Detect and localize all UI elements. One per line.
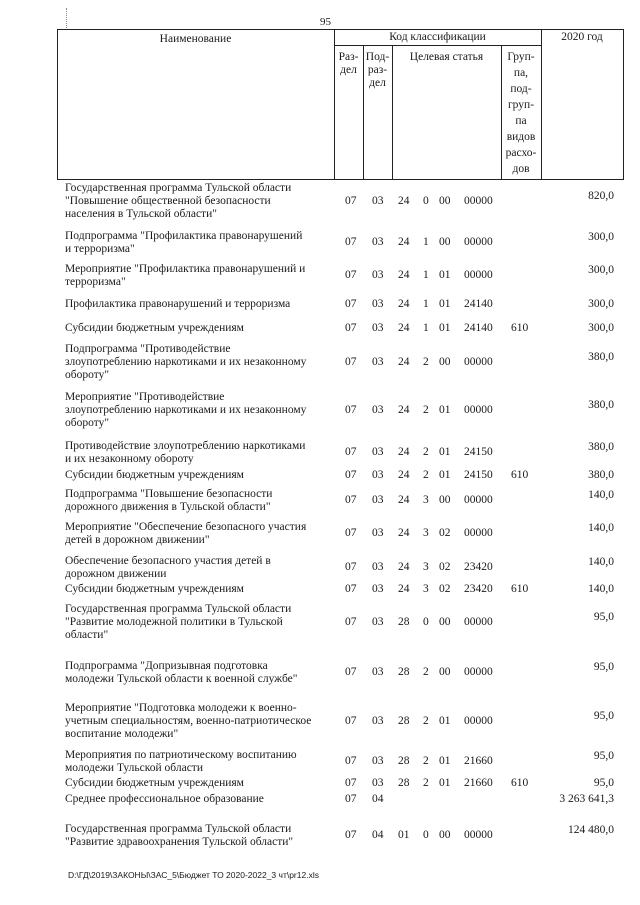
row-c1: 24: [398, 322, 410, 334]
header-name: Наименование: [159, 33, 232, 45]
row-rz: 07: [345, 298, 357, 310]
row-c4: 23420: [464, 583, 493, 595]
row-amount: 95,0: [593, 611, 614, 623]
row-pr: 03: [372, 777, 384, 789]
row-name: Мероприятие "Профилактика правонарушений и терроризма": [65, 263, 306, 288]
row-amount: 95,0: [593, 710, 614, 722]
row-c3: 00: [439, 494, 451, 506]
row-name: Мероприятие "Подготовка молодежи к военно- учетным специальностям, военно-патриотическое воспитание молодежи": [65, 702, 312, 740]
header-razdel: Раз- дел: [338, 51, 359, 76]
row-pr: 03: [372, 469, 384, 481]
row-amount: 820,0: [588, 190, 614, 202]
row-pr: 03: [372, 356, 384, 368]
row-rz: 07: [345, 527, 357, 539]
row-vr: 610: [511, 583, 529, 595]
row-c2: 3: [423, 561, 429, 573]
row-pr: 03: [372, 527, 384, 539]
row-pr: 03: [372, 269, 384, 281]
row-c2: 1: [423, 298, 429, 310]
row-c1: 24: [398, 469, 410, 481]
row-c3: 02: [439, 583, 451, 595]
row-name: Противодействие злоупотреблению наркотиками и их незаконному обороту: [65, 440, 306, 465]
row-name: Подпрограмма "Допризывная подготовка молодежи Тульской области к военной службе": [65, 660, 298, 685]
row-name: Государственная программа Тульской области "Развитие молодежной политики в Тульской области": [65, 603, 292, 641]
header-year: 2020 год: [561, 31, 603, 43]
row-pr: 03: [372, 298, 384, 310]
row-rz: 07: [345, 494, 357, 506]
row-name: Среднее профессиональное образование: [65, 793, 264, 805]
row-c4: 00000: [464, 715, 493, 727]
page-number: 95: [320, 16, 331, 28]
row-c4: 00000: [464, 666, 493, 678]
row-pr: 04: [372, 793, 384, 805]
row-c2: 2: [423, 715, 429, 727]
row-rz: 07: [345, 583, 357, 595]
row-rz: 07: [345, 755, 357, 767]
row-name: Субсидии бюджетным учреждениям: [65, 322, 244, 334]
row-rz: 07: [345, 269, 357, 281]
row-pr: 03: [372, 195, 384, 207]
row-pr: 03: [372, 322, 384, 334]
row-c1: 28: [398, 666, 410, 678]
row-c2: 2: [423, 469, 429, 481]
row-name: Мероприятие "Обеспечение безопасного участия детей в дорожном движении": [65, 521, 307, 546]
row-c4: 24140: [464, 298, 493, 310]
row-rz: 07: [345, 469, 357, 481]
row-pr: 03: [372, 494, 384, 506]
row-c1: 28: [398, 755, 410, 767]
row-c4: 00000: [464, 236, 493, 248]
row-amount: 380,0: [588, 441, 614, 453]
row-amount: 380,0: [588, 469, 614, 481]
row-c1: 24: [398, 527, 410, 539]
row-c2: 2: [423, 446, 429, 458]
row-c4: 00000: [464, 195, 493, 207]
row-amount: 140,0: [588, 583, 614, 595]
row-name: Субсидии бюджетным учреждениям: [65, 469, 244, 481]
row-c2: 3: [423, 527, 429, 539]
row-c4: 24150: [464, 469, 493, 481]
row-vr: 610: [511, 777, 529, 789]
row-c3: 01: [439, 715, 451, 727]
row-c1: 24: [398, 404, 410, 416]
row-rz: 07: [345, 322, 357, 334]
row-c2: 2: [423, 777, 429, 789]
row-rz: 07: [345, 829, 357, 841]
row-rz: 07: [345, 236, 357, 248]
row-c4: 21660: [464, 777, 493, 789]
row-name: Подпрограмма "Профилактика правонарушений и терроризма": [65, 230, 303, 255]
row-rz: 07: [345, 793, 357, 805]
row-amount: 300,0: [588, 322, 614, 334]
row-rz: 07: [345, 561, 357, 573]
row-c3: 01: [439, 269, 451, 281]
row-c1: 24: [398, 298, 410, 310]
row-c3: 02: [439, 561, 451, 573]
row-amount: 380,0: [588, 351, 614, 363]
row-c1: 24: [398, 236, 410, 248]
row-rz: 07: [345, 666, 357, 678]
row-name: Подпрограмма "Повышение безопасности дорожного движения в Тульской области": [65, 488, 273, 513]
row-pr: 03: [372, 236, 384, 248]
row-c4: 00000: [464, 404, 493, 416]
row-rz: 07: [345, 446, 357, 458]
row-amount: 380,0: [588, 399, 614, 411]
row-pr: 03: [372, 583, 384, 595]
row-c1: 24: [398, 269, 410, 281]
row-c1: 24: [398, 195, 410, 207]
row-vr: 610: [511, 322, 529, 334]
row-amount: 95,0: [593, 777, 614, 789]
row-pr: 03: [372, 404, 384, 416]
row-pr: 03: [372, 616, 384, 628]
row-amount: 140,0: [588, 522, 614, 534]
row-amount: 300,0: [588, 298, 614, 310]
row-amount: 95,0: [593, 661, 614, 673]
row-c4: 00000: [464, 829, 493, 841]
row-amount: 300,0: [588, 264, 614, 276]
row-c2: 1: [423, 322, 429, 334]
header-code-classification: Код классификации: [389, 31, 486, 43]
row-c3: 01: [439, 446, 451, 458]
row-name: Обеспечение безопасного участия детей в дорожном движении: [65, 555, 271, 580]
row-c3: 02: [439, 527, 451, 539]
row-c1: 28: [398, 777, 410, 789]
row-c3: 01: [439, 298, 451, 310]
row-pr: 03: [372, 666, 384, 678]
row-name: Государственная программа Тульской области "Повышение общественной безопасности населения в Тульской области": [65, 182, 292, 220]
row-c2: 2: [423, 666, 429, 678]
row-amount: 140,0: [588, 489, 614, 501]
row-rz: 07: [345, 404, 357, 416]
row-name: Субсидии бюджетным учреждениям: [65, 777, 244, 789]
row-c1: 24: [398, 494, 410, 506]
row-rz: 07: [345, 616, 357, 628]
row-c3: 01: [439, 777, 451, 789]
row-amount: 95,0: [593, 750, 614, 762]
row-c4: 24140: [464, 322, 493, 334]
row-pr: 03: [372, 715, 384, 727]
row-pr: 04: [372, 829, 384, 841]
row-amount: 140,0: [588, 556, 614, 568]
row-c3: 01: [439, 322, 451, 334]
row-c4: 00000: [464, 616, 493, 628]
row-c4: 00000: [464, 527, 493, 539]
row-c1: 01: [398, 829, 410, 841]
row-c1: 24: [398, 583, 410, 595]
row-c2: 3: [423, 494, 429, 506]
row-c3: 00: [439, 356, 451, 368]
row-c4: 00000: [464, 494, 493, 506]
header-expense-group: Груп- па, под- груп- па видов расхо- дов: [505, 51, 537, 175]
row-name: Субсидии бюджетным учреждениям: [65, 583, 244, 595]
row-c4: 23420: [464, 561, 493, 573]
row-name: Профилактика правонарушений и терроризма: [65, 298, 291, 310]
row-c3: 00: [439, 236, 451, 248]
row-c3: 00: [439, 829, 451, 841]
header-podrazdel: Под- раз- дел: [365, 51, 390, 89]
row-c2: 0: [423, 616, 429, 628]
row-c2: 1: [423, 236, 429, 248]
row-c2: 2: [423, 755, 429, 767]
row-pr: 03: [372, 446, 384, 458]
row-c2: 0: [423, 195, 429, 207]
row-rz: 07: [345, 715, 357, 727]
row-c4: 24150: [464, 446, 493, 458]
row-c1: 24: [398, 356, 410, 368]
row-amount: 3 263 641,3: [559, 793, 614, 805]
file-path-footer: D:\ГД\2019\ЗАКОНЫ\ЗАС_5\Бюджет ТО 2020-2022_3 чт\pr12.xls: [68, 870, 319, 880]
row-amount: 124 480,0: [568, 824, 614, 836]
row-c2: 2: [423, 356, 429, 368]
row-pr: 03: [372, 755, 384, 767]
row-pr: 03: [372, 561, 384, 573]
row-c3: 01: [439, 404, 451, 416]
row-name: Мероприятие "Противодействие злоупотреблению наркотиками и их незаконному обороту": [65, 391, 307, 429]
row-c1: 28: [398, 715, 410, 727]
row-c1: 24: [398, 561, 410, 573]
row-c3: 01: [439, 469, 451, 481]
row-amount: 300,0: [588, 231, 614, 243]
row-c1: 24: [398, 446, 410, 458]
row-c4: 21660: [464, 755, 493, 767]
row-c3: 01: [439, 755, 451, 767]
row-c3: 00: [439, 666, 451, 678]
row-c3: 00: [439, 195, 451, 207]
row-c2: 2: [423, 404, 429, 416]
row-c3: 00: [439, 616, 451, 628]
row-c4: 00000: [464, 356, 493, 368]
row-c2: 0: [423, 829, 429, 841]
row-c1: 28: [398, 616, 410, 628]
row-vr: 610: [511, 469, 529, 481]
row-c2: 1: [423, 269, 429, 281]
row-rz: 07: [345, 356, 357, 368]
row-rz: 07: [345, 777, 357, 789]
row-name: Подпрограмма "Противодействие злоупотреблению наркотиками и их незаконному обороту": [65, 343, 307, 381]
row-rz: 07: [345, 195, 357, 207]
header-target-article: Целевая статья: [409, 51, 484, 63]
row-name: Государственная программа Тульской области "Развитие здравоохранения Тульской области": [65, 823, 294, 848]
row-c2: 3: [423, 583, 429, 595]
row-name: Мероприятия по патриотическому воспитанию молодежи Тульской области: [65, 749, 297, 774]
row-c4: 00000: [464, 269, 493, 281]
